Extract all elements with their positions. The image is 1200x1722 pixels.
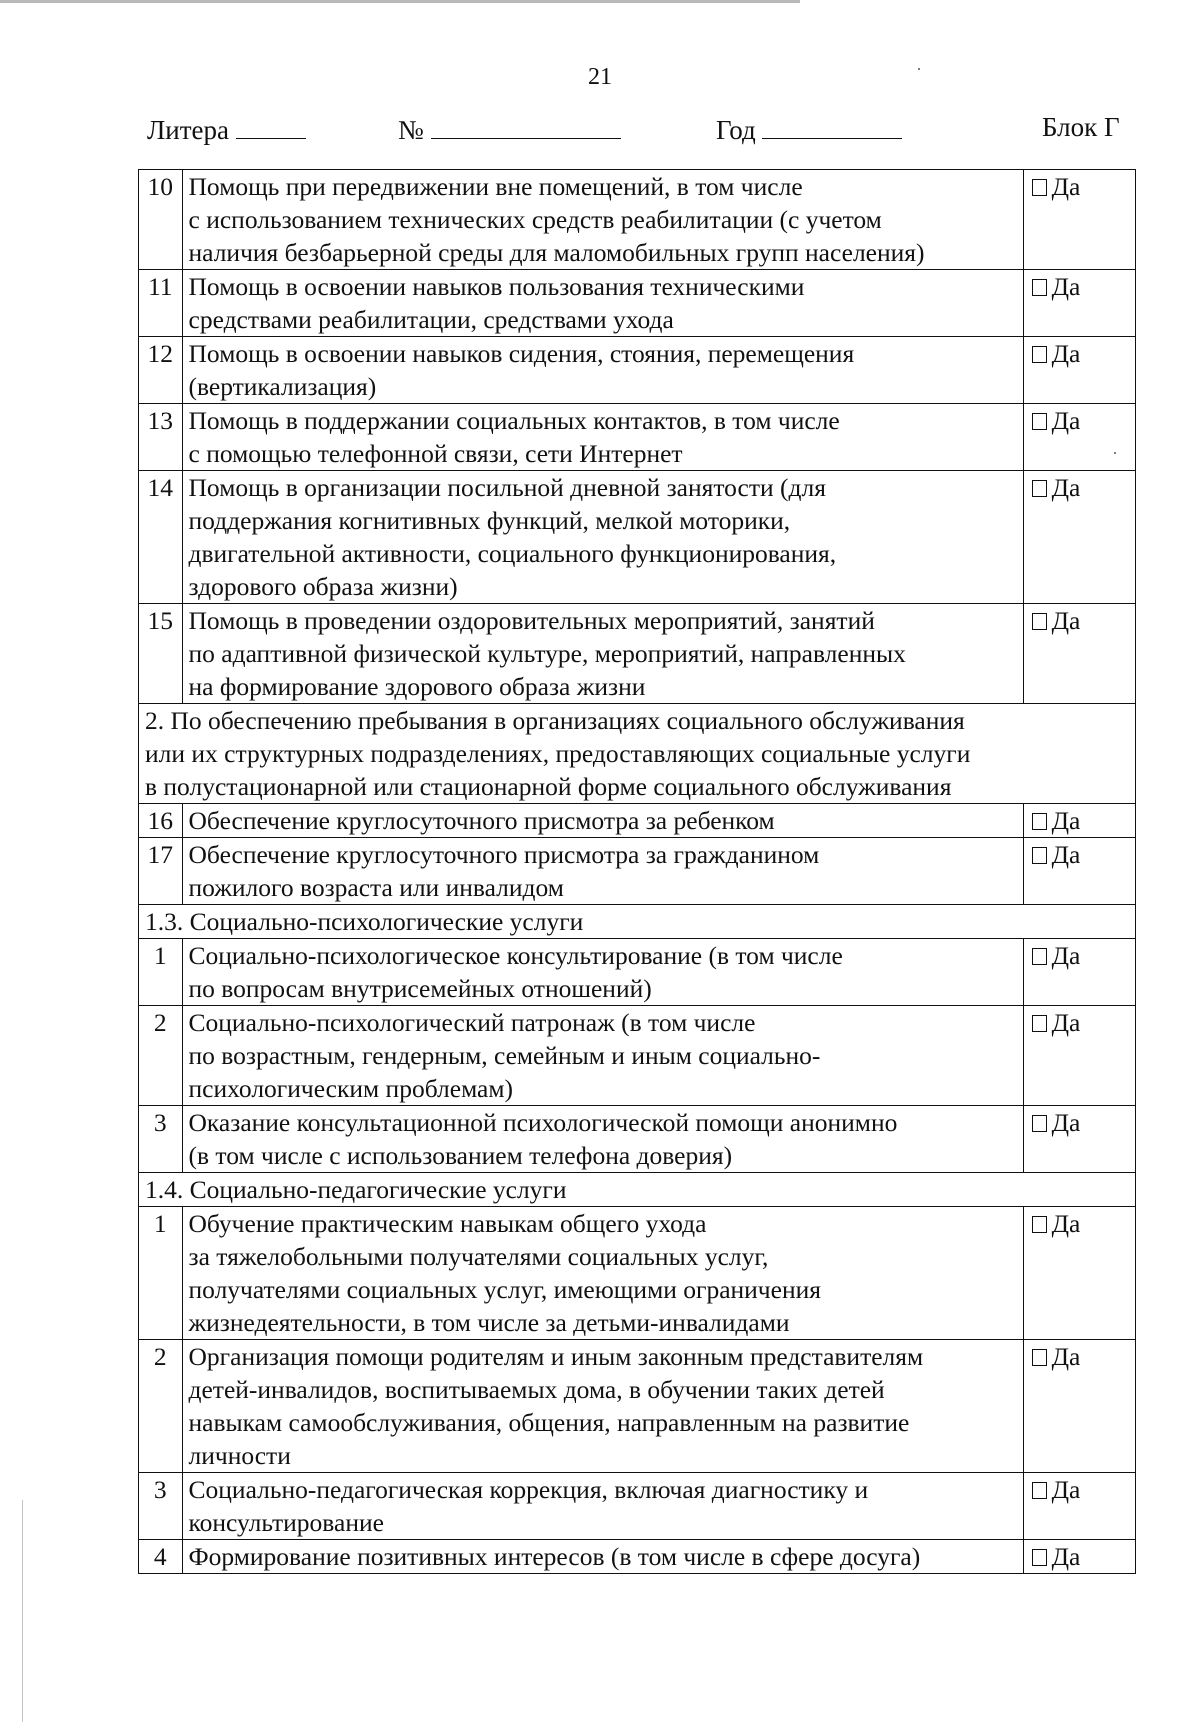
service-description bbox=[182, 1207, 1023, 1340]
block-label: Блок Г bbox=[1042, 112, 1120, 142]
service-description bbox=[182, 1473, 1023, 1540]
section-title-line: 2. По обеспечению пребывания в организациях социального обслуживания bbox=[145, 706, 965, 735]
service-description-line: по вопросам внутрисемейных отношений) bbox=[188, 974, 652, 1003]
service-number: 17 bbox=[139, 838, 183, 905]
service-row bbox=[139, 1207, 1136, 1340]
form-header bbox=[0, 112, 1200, 148]
year-blank[interactable] bbox=[762, 112, 902, 139]
number-field bbox=[398, 112, 621, 146]
service-number: 14 bbox=[139, 471, 183, 604]
service-description bbox=[182, 804, 1023, 838]
service-description bbox=[182, 170, 1023, 270]
service-description-line: пожилого возраста или инвалидом bbox=[188, 873, 564, 902]
service-row bbox=[139, 170, 1136, 270]
service-row bbox=[139, 1106, 1136, 1173]
service-description-line: Обеспечение круглосуточного присмотра за ребенком bbox=[188, 806, 775, 835]
section-header-row bbox=[139, 1173, 1136, 1207]
page-number: 21 bbox=[588, 64, 612, 90]
service-description-line: средствами реабилитации, средствами ухода bbox=[188, 305, 674, 334]
yes-option-label: Да bbox=[1051, 1475, 1081, 1504]
service-number: 1 bbox=[139, 1207, 183, 1340]
yes-option[interactable] bbox=[1023, 838, 1135, 905]
service-number: 2 bbox=[139, 1006, 183, 1106]
service-description-line: с помощью телефонной связи, сети Интернет bbox=[188, 439, 683, 468]
yes-option[interactable] bbox=[1023, 471, 1135, 604]
service-description-line: Обучение практическим навыкам общего ухода bbox=[188, 1209, 707, 1238]
number-blank[interactable] bbox=[431, 112, 621, 139]
service-number: 15 bbox=[139, 604, 183, 704]
checkbox-icon[interactable] bbox=[1032, 1549, 1047, 1566]
service-description-line: (в том числе с использованием телефона доверия) bbox=[188, 1141, 733, 1170]
yes-option[interactable] bbox=[1023, 1340, 1135, 1473]
service-number: 2 bbox=[139, 1340, 183, 1473]
yes-option-label: Да bbox=[1051, 406, 1081, 435]
yes-option-label: Да bbox=[1051, 840, 1081, 869]
yes-option[interactable] bbox=[1023, 170, 1135, 270]
checkbox-icon[interactable] bbox=[1032, 279, 1047, 296]
service-description-line: (вертикализация) bbox=[188, 372, 377, 401]
service-description-line: здорового образа жизни) bbox=[188, 572, 458, 601]
service-number: 10 bbox=[139, 170, 183, 270]
checkbox-icon[interactable] bbox=[1032, 179, 1047, 196]
litera-blank[interactable] bbox=[236, 112, 306, 139]
service-row bbox=[139, 1473, 1136, 1540]
service-description-line: Социально-педагогическая коррекция, включая диагностику и bbox=[188, 1475, 869, 1504]
section-title-line: в полустационарной или стационарной форме социального обслуживания bbox=[145, 772, 952, 801]
service-description bbox=[182, 270, 1023, 337]
service-description-line: Помощь в поддержании социальных контактов, в том числе bbox=[188, 406, 840, 435]
yes-option-label: Да bbox=[1051, 1209, 1081, 1238]
service-description-line: Формирование позитивных интересов (в том числе в сфере досуга) bbox=[188, 1542, 921, 1571]
service-number: 16 bbox=[139, 804, 183, 838]
service-row bbox=[139, 838, 1136, 905]
service-number: 3 bbox=[139, 1106, 183, 1173]
checkbox-icon[interactable] bbox=[1032, 613, 1047, 630]
service-row bbox=[139, 804, 1136, 838]
service-description bbox=[182, 1106, 1023, 1173]
service-description-line: Обеспечение круглосуточного присмотра за гражданином bbox=[188, 840, 820, 869]
scan-edge-top bbox=[0, 0, 800, 3]
yes-option-label: Да bbox=[1051, 606, 1081, 635]
service-number: 11 bbox=[139, 270, 183, 337]
service-row bbox=[139, 1540, 1136, 1574]
service-description bbox=[182, 1540, 1023, 1574]
checkbox-icon[interactable] bbox=[1032, 813, 1047, 830]
checkbox-icon[interactable] bbox=[1032, 1482, 1047, 1499]
service-row bbox=[139, 939, 1136, 1006]
service-description-line: Помощь в организации посильной дневной занятости (для bbox=[188, 473, 826, 502]
service-description-line: личности bbox=[188, 1441, 291, 1470]
section-title-line: 1.3. Социально-психологические услуги bbox=[145, 907, 584, 936]
year-label: Год bbox=[716, 115, 756, 145]
litera-field bbox=[147, 112, 306, 146]
yes-option[interactable] bbox=[1023, 939, 1135, 1006]
yes-option[interactable] bbox=[1023, 604, 1135, 704]
scan-edge-left bbox=[22, 1500, 23, 1722]
service-description-line: Оказание консультационной психологической помощи анонимно bbox=[188, 1108, 898, 1137]
service-number: 4 bbox=[139, 1540, 183, 1574]
service-description-line: двигательной активности, социального функционирования, bbox=[188, 539, 837, 568]
service-description-line: Помощь в освоении навыков сидения, стояния, перемещения bbox=[188, 339, 855, 368]
section-title bbox=[139, 1173, 1136, 1207]
yes-option-label: Да bbox=[1051, 272, 1081, 301]
yes-option[interactable] bbox=[1023, 804, 1135, 838]
section-title-line: или их структурных подразделениях, предоставляющих социальные услуги bbox=[145, 739, 971, 768]
yes-option[interactable] bbox=[1023, 1473, 1135, 1540]
service-number: 1 bbox=[139, 939, 183, 1006]
yes-option[interactable] bbox=[1023, 337, 1135, 404]
checkbox-icon[interactable] bbox=[1032, 480, 1047, 497]
service-description-line: навыкам самообслуживания, общения, направленным на развитие bbox=[188, 1408, 910, 1437]
service-description bbox=[182, 337, 1023, 404]
yes-option-label: Да bbox=[1051, 172, 1081, 201]
service-description bbox=[182, 939, 1023, 1006]
service-description-line: консультирование bbox=[188, 1508, 384, 1537]
service-row bbox=[139, 604, 1136, 704]
yes-option[interactable] bbox=[1023, 1207, 1135, 1340]
service-row bbox=[139, 1006, 1136, 1106]
section-title bbox=[139, 704, 1136, 804]
service-description-line: Помощь при передвижении вне помещений, в том числе bbox=[188, 172, 803, 201]
checkbox-icon[interactable] bbox=[1032, 1115, 1047, 1132]
yes-option-label: Да bbox=[1051, 1342, 1081, 1371]
checkbox-icon[interactable] bbox=[1032, 948, 1047, 965]
service-description bbox=[182, 838, 1023, 905]
checkbox-icon[interactable] bbox=[1032, 413, 1047, 430]
checkbox-icon[interactable] bbox=[1032, 346, 1047, 363]
section-title-line: 1.4. Социально-педагогические услуги bbox=[145, 1175, 567, 1204]
yes-option[interactable] bbox=[1023, 1006, 1135, 1106]
service-row bbox=[139, 471, 1136, 604]
service-description bbox=[182, 1340, 1023, 1473]
service-description bbox=[182, 471, 1023, 604]
yes-option-label: Да bbox=[1051, 1108, 1081, 1137]
checkbox-icon[interactable] bbox=[1032, 1015, 1047, 1032]
service-description-line: за тяжелобольными получателями социальных услуг, bbox=[188, 1242, 769, 1271]
year-field bbox=[716, 112, 902, 146]
service-description-line: Социально-психологическое консультирование (в том числе bbox=[188, 941, 843, 970]
service-row bbox=[139, 404, 1136, 471]
number-label: № bbox=[398, 115, 424, 145]
service-description-line: получателями социальных услуг, имеющими ограничения bbox=[188, 1275, 821, 1304]
checkbox-icon[interactable] bbox=[1032, 1216, 1047, 1233]
yes-option-label: Да bbox=[1051, 473, 1081, 502]
service-description-line: с использованием технических средств реабилитации (с учетом bbox=[188, 205, 882, 234]
yes-option[interactable] bbox=[1023, 1106, 1135, 1173]
service-description-line: детей-инвалидов, воспитываемых дома, в обучении таких детей bbox=[188, 1375, 885, 1404]
service-description-line: Помощь в освоении навыков пользования техническими bbox=[188, 272, 805, 301]
service-description-line: по возрастным, гендерным, семейным и иным социально- bbox=[188, 1041, 821, 1070]
service-description-line: Помощь в проведении оздоровительных мероприятий, занятий bbox=[188, 606, 875, 635]
yes-option-label: Да bbox=[1051, 1542, 1081, 1571]
section-header-row bbox=[139, 704, 1136, 804]
yes-option-label: Да bbox=[1051, 1008, 1081, 1037]
section-title bbox=[139, 905, 1136, 939]
service-description-line: на формирование здорового образа жизни bbox=[188, 672, 646, 701]
service-row bbox=[139, 337, 1136, 404]
yes-option[interactable] bbox=[1023, 1540, 1135, 1574]
yes-option-label: Да bbox=[1051, 941, 1081, 970]
yes-option-label: Да bbox=[1051, 806, 1081, 835]
yes-option-label: Да bbox=[1051, 339, 1081, 368]
service-number: 12 bbox=[139, 337, 183, 404]
service-number: 3 bbox=[139, 1473, 183, 1540]
service-description bbox=[182, 404, 1023, 471]
checkbox-icon[interactable] bbox=[1032, 847, 1047, 864]
yes-option[interactable] bbox=[1023, 270, 1135, 337]
service-description-line: жизнедеятельности, в том числе за детьми-инвалидами bbox=[188, 1308, 790, 1337]
service-description-line: по адаптивной физической культуре, мероприятий, направленных bbox=[188, 639, 906, 668]
service-description-line: психологическим проблемам) bbox=[188, 1074, 513, 1103]
service-number: 13 bbox=[139, 404, 183, 471]
yes-option[interactable] bbox=[1023, 404, 1135, 471]
service-description-line: поддержания когнитивных функций, мелкой моторики, bbox=[188, 506, 791, 535]
service-description-line: Социально-психологический патронаж (в том числе bbox=[188, 1008, 756, 1037]
services-table bbox=[138, 169, 1136, 1574]
service-description bbox=[182, 1006, 1023, 1106]
service-row bbox=[139, 270, 1136, 337]
service-description-line: наличия безбарьерной среды для маломобильных групп населения) bbox=[188, 238, 925, 267]
litera-label: Литера bbox=[147, 115, 230, 145]
service-description-line: Организация помощи родителям и иным законным представителям bbox=[188, 1342, 924, 1371]
service-row bbox=[139, 1340, 1136, 1473]
checkbox-icon[interactable] bbox=[1032, 1349, 1047, 1366]
services-table-body bbox=[139, 170, 1136, 1574]
service-description bbox=[182, 604, 1023, 704]
section-header-row bbox=[139, 905, 1136, 939]
